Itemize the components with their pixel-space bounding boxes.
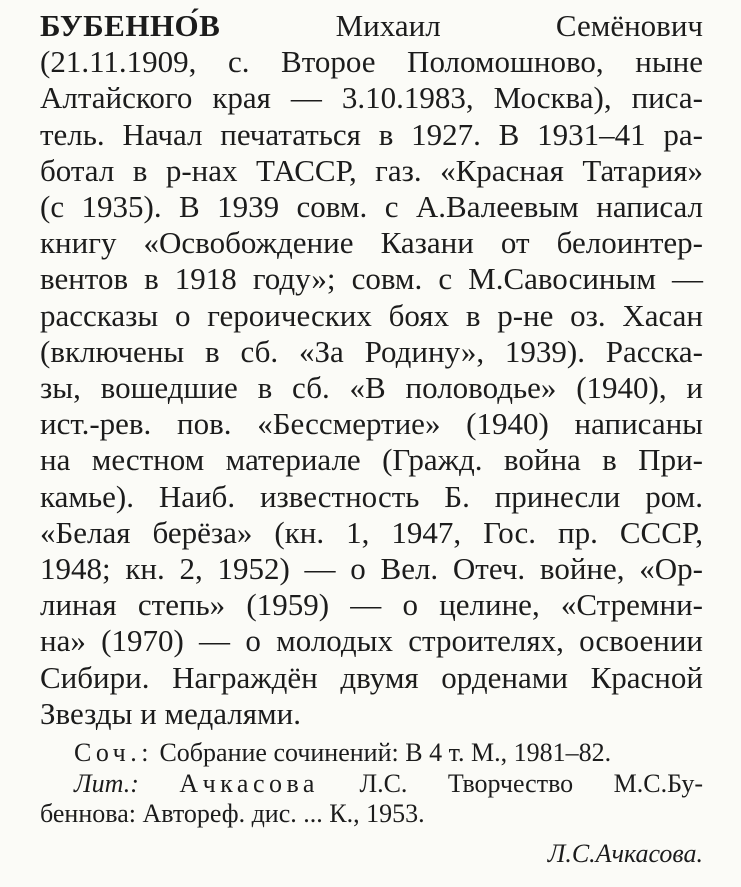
works-label: Соч.: xyxy=(74,738,153,768)
entry-text-line: зы, вошедшие в сб. «В половодье» (1940), и xyxy=(40,370,703,406)
literature-label: Лит.: xyxy=(74,768,139,798)
literature-reference-line-2: беннова: Автореф. дис. ... К., 1953. xyxy=(40,799,425,829)
entry-text-line: Сибири. Награждён двумя орденами Красной xyxy=(40,659,703,695)
literature-author: Ачкасова xyxy=(179,768,319,798)
entry-given-names: Михаил Семёнович xyxy=(335,8,703,43)
entry-text-line: ботал в р-нах ТАССР, газ. «Красная Татария» xyxy=(40,152,703,188)
entry-text-line: (с 1935). В 1939 совм. с А.Валеевым написал xyxy=(40,189,703,225)
references-section xyxy=(40,738,703,830)
entry-text-line: линая степь» (1959) — о целине, «Стремни- xyxy=(40,587,703,623)
entry-body xyxy=(40,44,703,696)
literature-title: Л.С. Творчество М.С.Бу- xyxy=(359,768,704,798)
entry-text-line: тель. Начал печататься в 1927. В 1931–41 ра- xyxy=(40,116,703,152)
entry-text-line: ист.-рев. пов. «Бессмертие» (1940) написаны xyxy=(40,406,703,442)
entry-text-line: на» (1970) — о молодых строителях, освоении xyxy=(40,623,703,659)
entry-text-line: книгу «Освобождение Казани от белоинтер- xyxy=(40,225,703,261)
entry-heading-line xyxy=(40,8,703,44)
article-author-signature: Л.С.Ачкасова. xyxy=(547,838,703,868)
entry-text-line: камье). Наиб. известность Б. принесли ром. xyxy=(40,478,703,514)
entry-headword: БУБЕННО́В xyxy=(40,8,221,43)
entry-text-line: рассказы о героических боях в р-не оз. Хасан xyxy=(40,297,703,333)
entry-last-line: Звезды и медалями. xyxy=(40,695,301,731)
entry-text-line: (21.11.1909, с. Второе Поломошново, ныне xyxy=(40,44,703,80)
entry-text-line: на местном материале (Гражд. война в При- xyxy=(40,442,703,478)
entry-text-line: (включены в сб. «За Родину», 1939). Расска- xyxy=(40,333,703,369)
works-reference xyxy=(40,738,703,769)
literature-reference-line-1 xyxy=(40,769,703,800)
entry-text-line: вентов в 1918 году»; совм. с М.Савосиным — xyxy=(40,261,703,297)
entry-text-line: Алтайского края — 3.10.1983, Москва), писа- xyxy=(40,80,703,116)
entry-text-line: «Белая берёза» (кн. 1, 1947, Гос. пр. СССР, xyxy=(40,514,703,550)
entry-text-line: 1948; кн. 2, 1952) — о Вел. Отеч. войне, «Ор- xyxy=(40,551,703,587)
works-text: Собрание сочинений: В 4 т. М., 1981–82. xyxy=(159,738,612,768)
